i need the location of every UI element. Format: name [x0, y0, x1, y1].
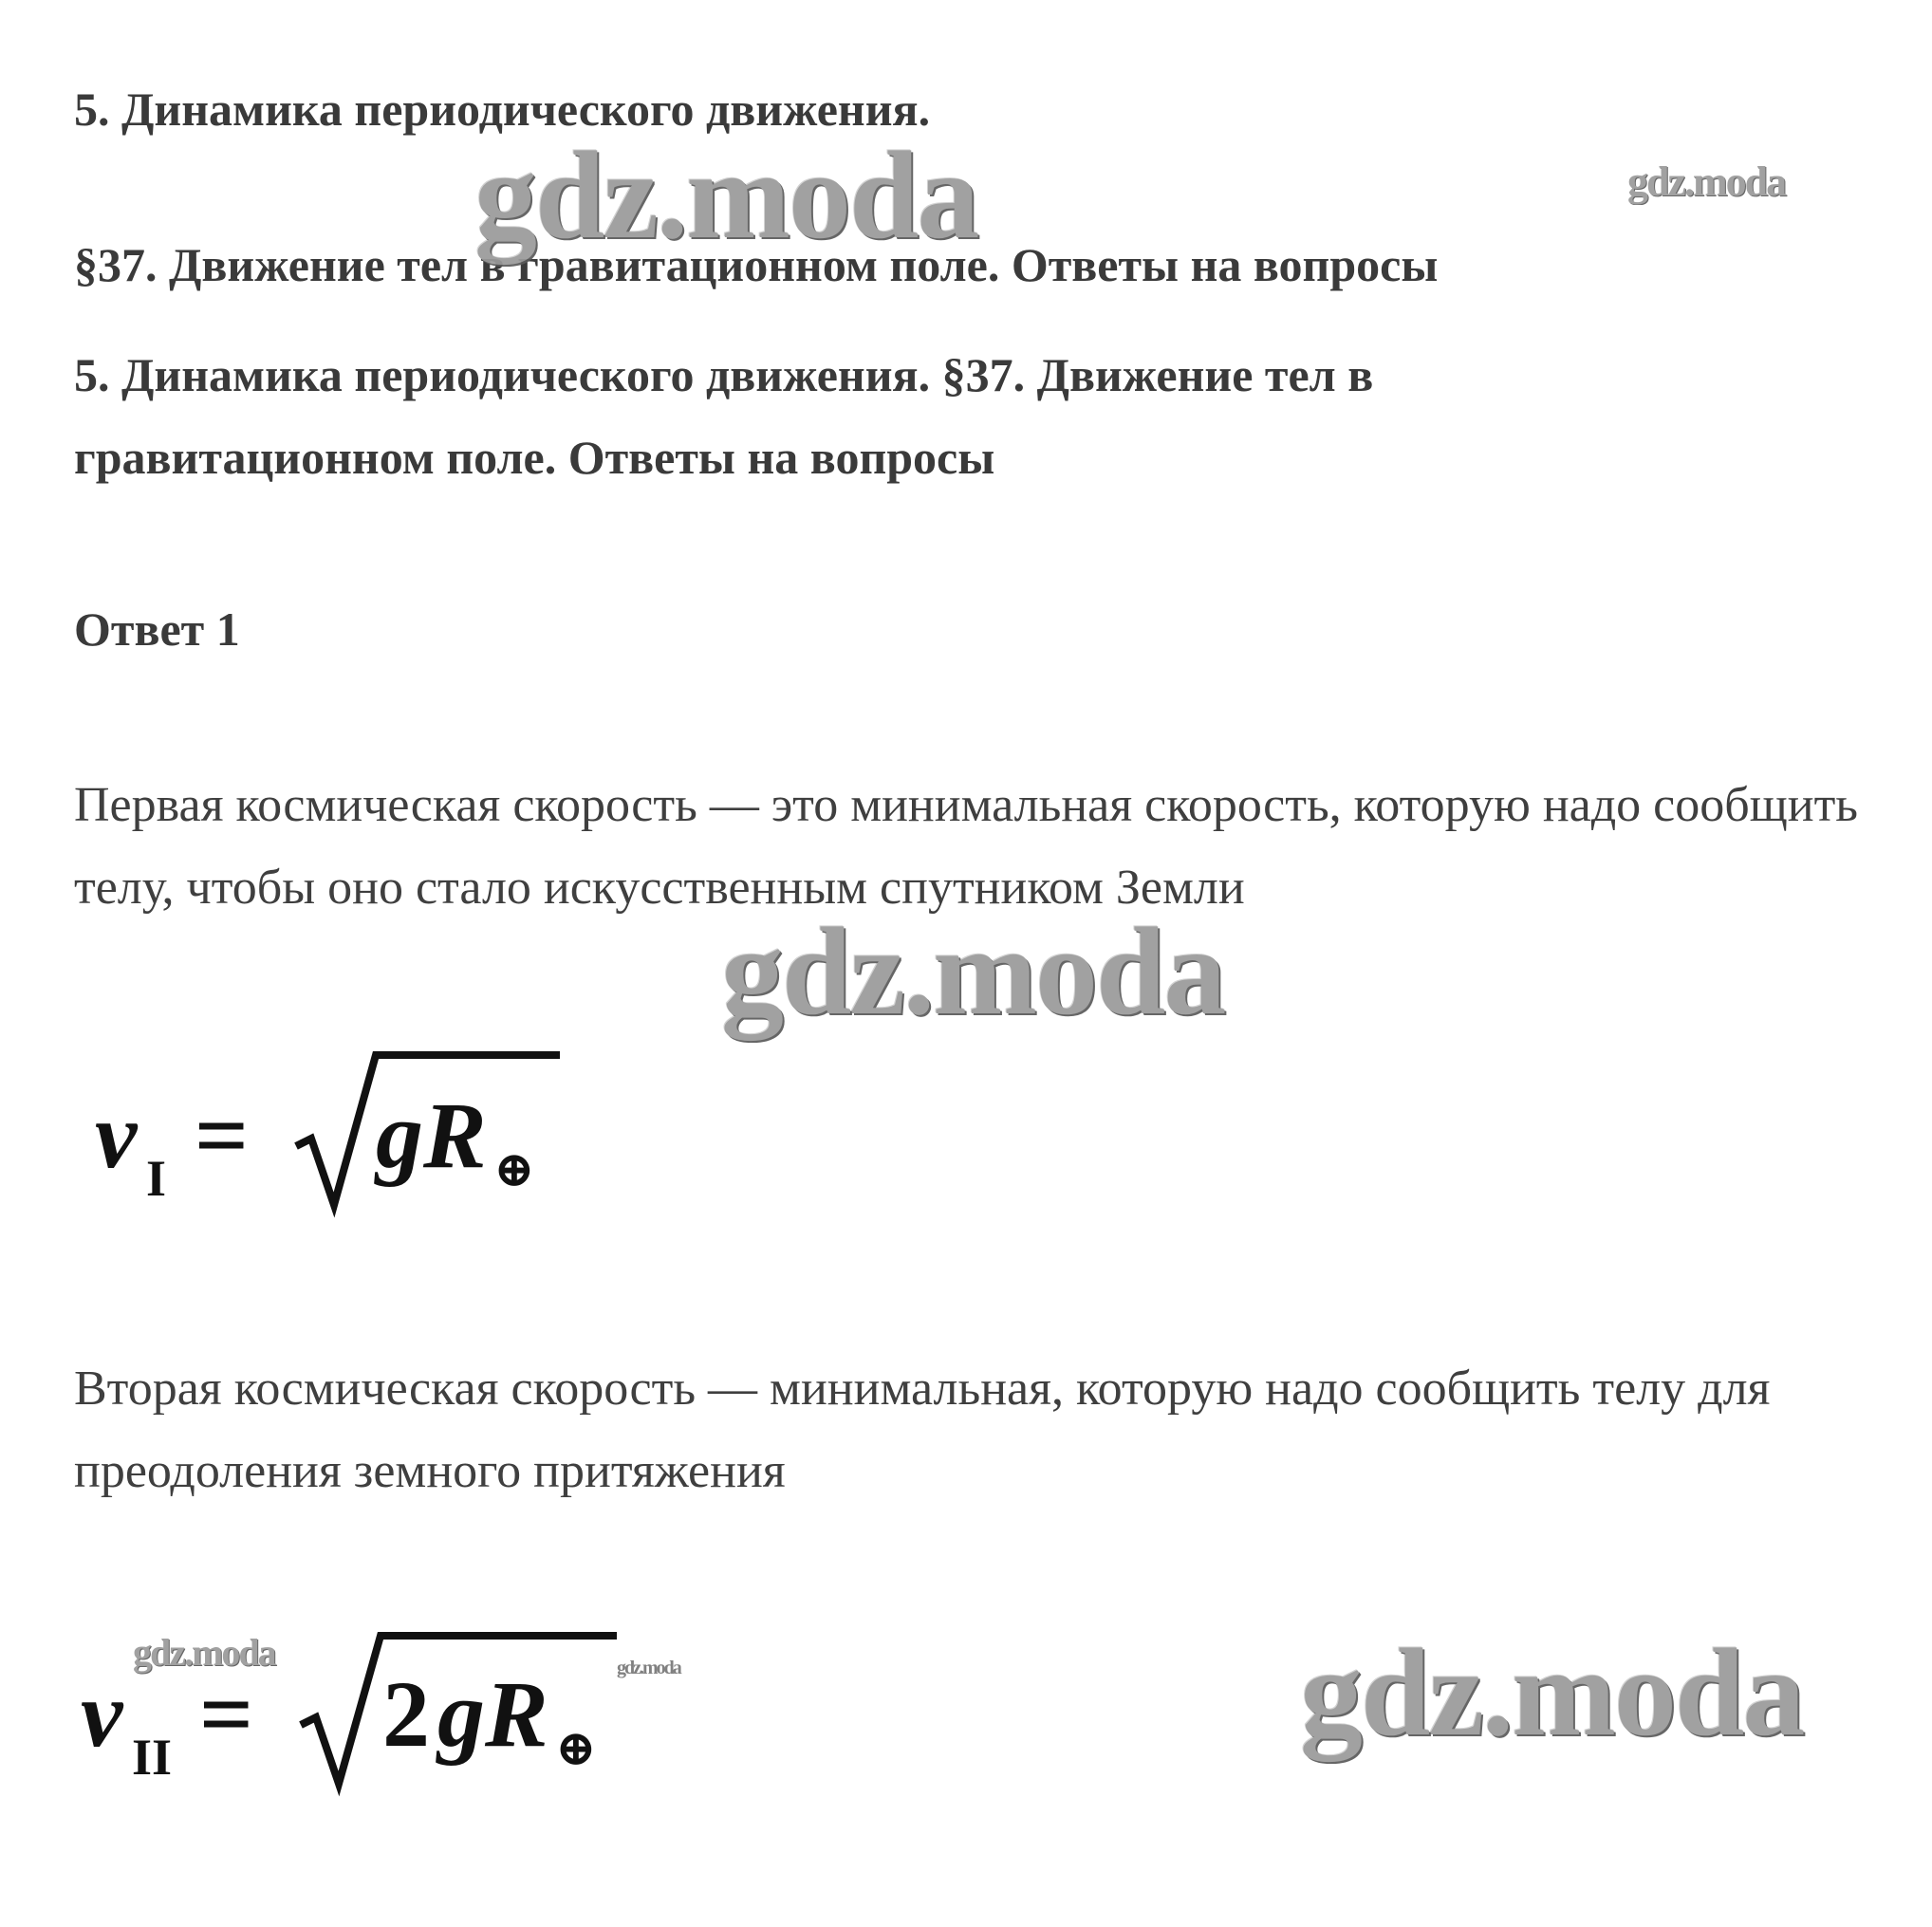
- watermark-large-top: gdz.moda: [474, 125, 978, 265]
- formula1-earth-symbol: ⊕: [493, 1143, 535, 1197]
- formula2-lhs: v: [81, 1661, 123, 1767]
- formula2-radicand: gR: [437, 1661, 548, 1767]
- chapter-heading: 5. Динамика периодического движения.: [74, 83, 931, 136]
- formula-first-velocity: [95, 1044, 588, 1233]
- formula2-coefficient: 2: [382, 1661, 430, 1767]
- formula1-radicand: gR: [376, 1083, 487, 1188]
- second-velocity-text: Вторая космическая скорость — минимальная, которую надо сообщить телу для преодоления земного притяжения: [74, 1362, 1771, 1498]
- watermark-small-formula: gdz.moda: [133, 1631, 275, 1674]
- watermark-tiny-formula: gdz.moda: [617, 1658, 680, 1678]
- formula2-subscript: II: [132, 1729, 173, 1786]
- formula2-equals: =: [199, 1661, 253, 1767]
- formula1-equals: =: [195, 1083, 249, 1188]
- full-title-line-2: гравитационном поле. Ответы на вопросы: [74, 431, 995, 484]
- first-velocity-text: Первая космическая скорость — это минимальная скорость, которую надо сообщить телу, чтобы оно стало искусственным спутником Земли: [74, 778, 1859, 915]
- answer-label: Ответ 1: [74, 602, 240, 656]
- watermark-small-top-right: gdz.moda: [1627, 158, 1786, 205]
- watermark-large-bottom-right: gdz.moda: [1300, 1622, 1804, 1762]
- watermark-large-middle: gdz.moda: [721, 901, 1225, 1041]
- full-title-line-1: 5. Динамика периодического движения. §37. Движение тел в: [74, 348, 1374, 401]
- formula1-lhs: v: [95, 1083, 138, 1188]
- formula1-subscript: I: [146, 1150, 167, 1207]
- formula2-earth-symbol: ⊕: [555, 1722, 597, 1776]
- section-heading: §37. Движение тел в гравитационном поле. Ответы на вопросы: [74, 238, 1439, 291]
